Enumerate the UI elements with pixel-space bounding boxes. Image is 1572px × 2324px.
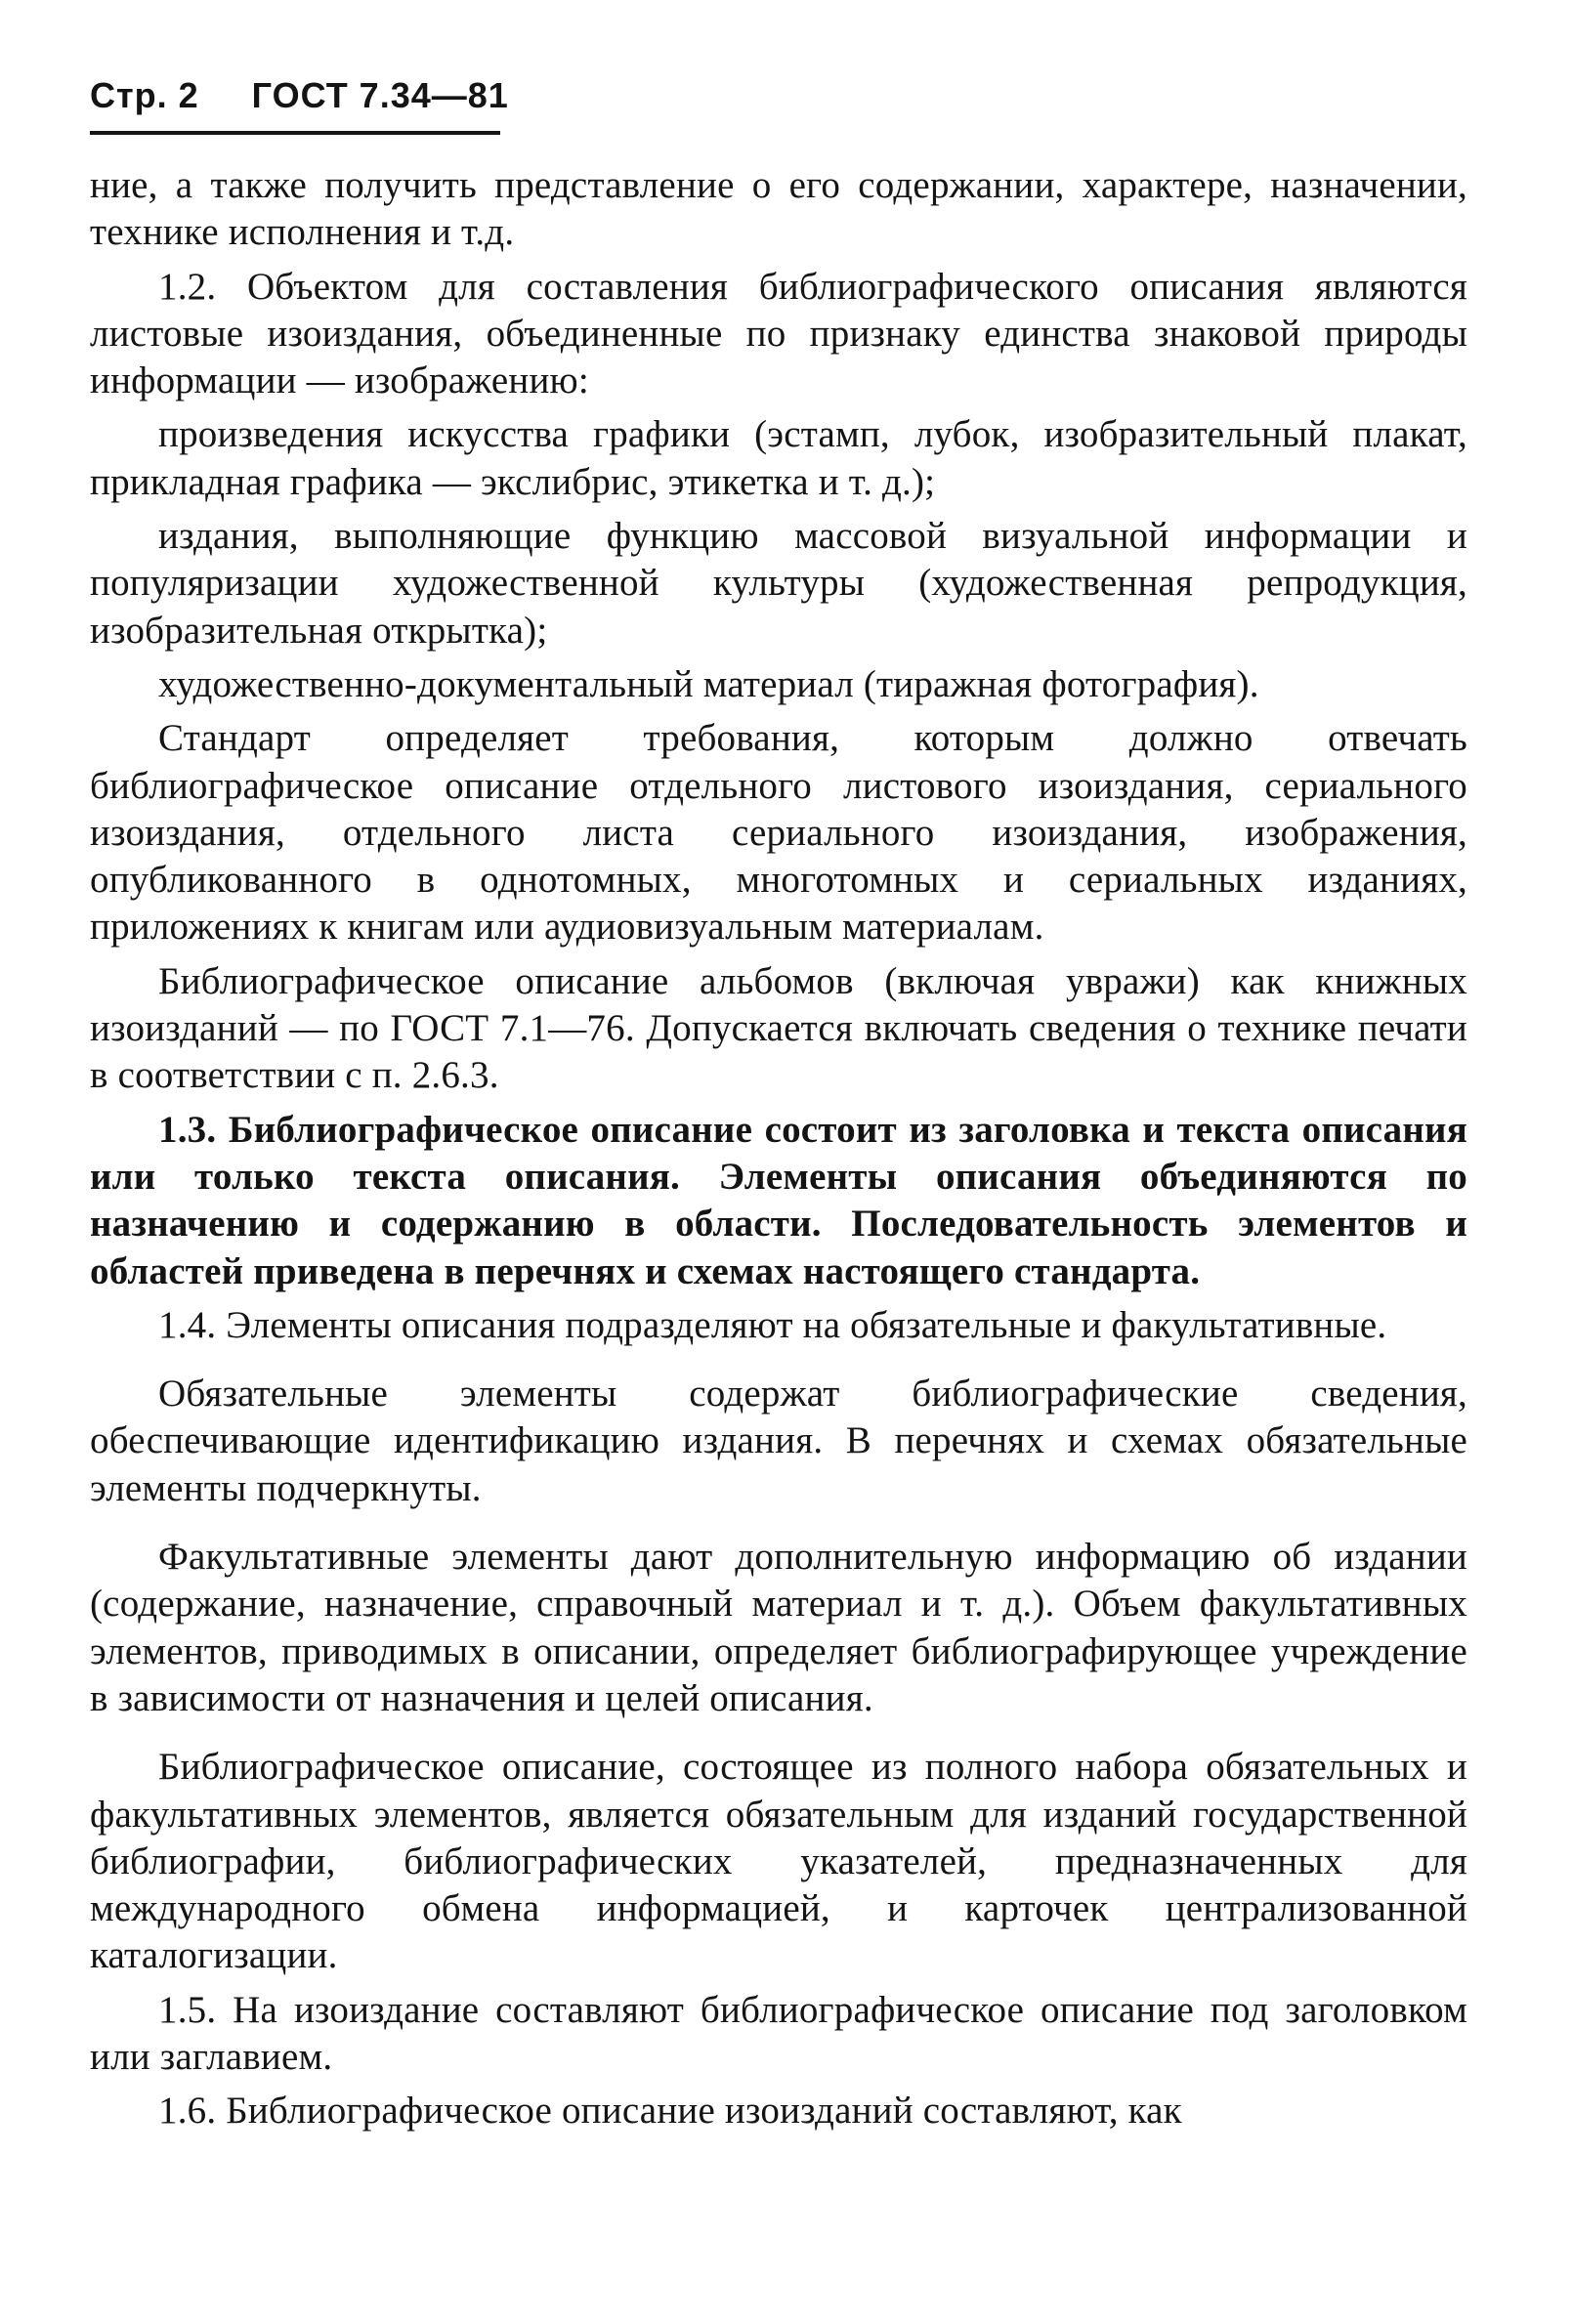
paragraph-clause-1-5: 1.5. На изоиздание составляют библиографическое описание под заголовком или заглавием. bbox=[90, 1988, 1467, 2078]
document-code: ГОСТ 7.34—81 bbox=[251, 75, 509, 115]
header-rule bbox=[90, 131, 500, 135]
document-page bbox=[90, 68, 1467, 2142]
paragraph-clause-1-2: 1.2. Объектом для составления библиографического описания являются листовые изоиздания, объединенные по признаку единства знаковой природы информации — изображению: bbox=[90, 265, 1467, 402]
paragraph-list-documentary: художественно-документальный материал (тиражная фотография). bbox=[158, 662, 1259, 705]
paragraph-albums: Библиографическое описание альбомов (включая увражи) как книжных изоизданий — по ГОСТ 7.1—76. Допускается включать сведения о технике печати в соответствии с п. 2.6.3. bbox=[90, 959, 1467, 1097]
paragraph-continuation: ние, а также получить представление о его содержании, характере, назначении, технике исполнения и т.д. bbox=[90, 164, 1467, 254]
paragraph-mandatory-elements: Обязательные элементы содержат библиографические сведения, обеспечивающие идентификацию издания. В перечнях и схемах обязательные элементы подчеркнуты. bbox=[90, 1373, 1467, 1509]
paragraph-clause-1-4: 1.4. Элементы описания подразделяют на обязательные и факультативные. bbox=[158, 1303, 1387, 1346]
paragraph-standard-scope: Стандарт определяет требования, которым должно отвечать библиографическое описание отдельного листового изоиздания, сериального изоиздания, отдельного листа сериального изоиздания, изображения, опубликованного в однотомных, многотомных и сериальных изданиях, приложениях к книгам или аудиовизуальным материалам. bbox=[90, 717, 1467, 949]
page-header bbox=[90, 68, 1467, 123]
paragraph-clause-1-3: 1.3. Библиографическое описание состоит из заголовка и текста описания или только текста описания. Элементы описания объединяются по назначению и содержанию в области. Последовательность элементов и областей приведена в перечнях и схемах настоящего стандарта. bbox=[90, 1108, 1467, 1292]
paragraph-list-graphics: произведения искусства графики (эстамп, лубок, изобразительный плакат, прикладная графика — экслибрис, этикетка и т. д.); bbox=[90, 413, 1467, 503]
page-number: Стр. 2 bbox=[90, 75, 199, 115]
paragraph-full-description: Библиографическое описание, состоящее из полного набора обязательных и факультативных элементов, является обязательным для изданий государственной библиографии, библиографических указателей, предназначенных для международного обмена информацией, и карточек централизованной каталогизации. bbox=[90, 1746, 1467, 1977]
paragraph-list-mass-visual: издания, выполняющие функцию массовой визуальной информации и популяризации художественной культуры (художественная репродукция, изобразительная открытка); bbox=[90, 515, 1467, 652]
paragraph-optional-elements: Факультативные элементы дают дополнительную информацию об издании (содержание, назначение, справочный материал и т. д.). Объем факультативных элементов, приводимых в описании, определяет библиографирующее учреждение в зависимости от назначения и целей описания. bbox=[90, 1536, 1467, 1719]
body-text bbox=[90, 162, 1467, 2135]
paragraph-clause-1-6: 1.6. Библиографическое описание изоизданий составляют, как bbox=[158, 2090, 1182, 2133]
